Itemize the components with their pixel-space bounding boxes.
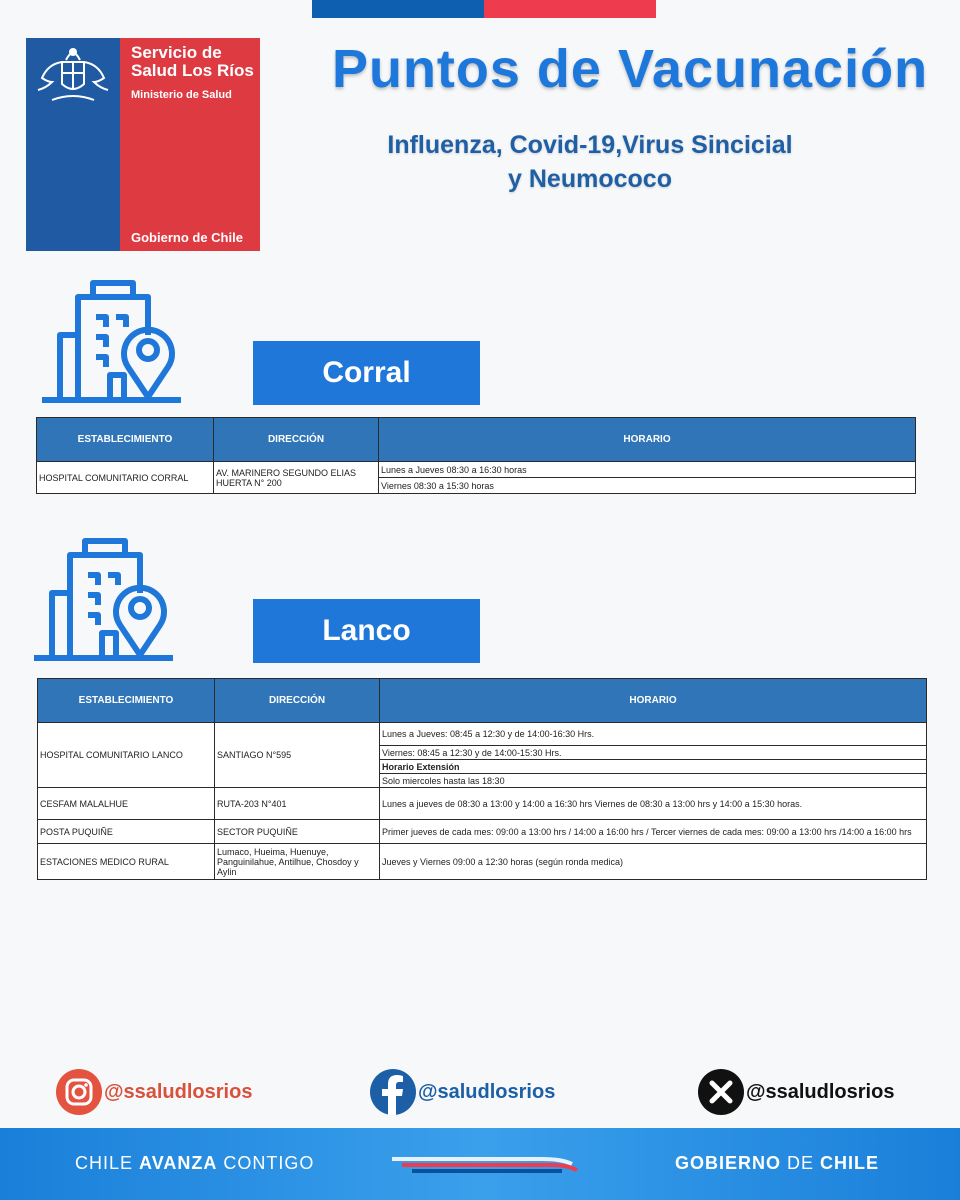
table-row [38, 723, 927, 746]
table-row [38, 788, 927, 820]
commune-banner-lanco: Lanco [253, 599, 480, 663]
government-name: Gobierno de Chile [131, 230, 243, 245]
facebook-handle: @saludlosrios [418, 1080, 556, 1103]
footer-bar [0, 1128, 960, 1200]
footer-slogan: CHILE AVANZA CONTIGO [75, 1153, 315, 1173]
cell-horario: Primer jueves de cada mes: 09:00 a 13:00 hrs / 14:00 a 16:00 hrs / Tercer viernes de cada mes: 09:00 a 13:00 hrs /14:00 a 16:00 hrs [380, 820, 927, 844]
table-row [37, 462, 916, 478]
page-subtitle: Influenza, Covid-19,Virus Sincicial y Neumococo [387, 131, 793, 193]
instagram-link[interactable] [56, 1062, 252, 1122]
table-row [38, 820, 927, 844]
x-handle: @ssaludlosrios [746, 1080, 895, 1103]
footer-government: GOBIERNO DE CHILE [675, 1153, 880, 1173]
cell-horario: Solo miercoles hasta las 18:30 [380, 774, 927, 788]
cell-establecimiento: ESTACIONES MEDICO RURAL [38, 844, 215, 880]
lanco-table [37, 678, 927, 880]
org-name: Servicio de Salud Los Ríos [131, 43, 254, 80]
building-location-icon [38, 275, 188, 405]
cell-horario: Viernes 08:30 a 15:30 horas [379, 478, 916, 494]
cell-establecimiento: CESFAM MALALHUE [38, 788, 215, 820]
facebook-link[interactable] [370, 1062, 555, 1122]
coat-of-arms-icon [32, 44, 114, 110]
page-title: Puntos de Vacunación [331, 39, 929, 99]
col-header-direccion: DIRECCIÓN [215, 679, 380, 723]
cell-direccion: SANTIAGO N°595 [215, 723, 380, 788]
x-icon [698, 1069, 744, 1115]
cell-horario: Lunes a jueves de 08:30 a 13:00 y 14:00 a 16:30 hrs Viernes de 08:30 a 13:00 hrs y 14:00 a 15:30 horas. [380, 788, 927, 820]
instagram-handle: @ssaludlosrios [104, 1080, 253, 1103]
cell-horario: Viernes: 08:45 a 12:30 y de 14:00-15:30 Hrs. [380, 746, 927, 760]
x-link[interactable] [698, 1062, 894, 1122]
cell-horario: Jueves y Viernes 09:00 a 12:30 horas (según ronda medica) [380, 844, 927, 880]
facebook-icon [370, 1069, 416, 1115]
ministry-name: Ministerio de Salud [131, 89, 232, 101]
building-location-icon [30, 533, 180, 663]
cell-direccion: AV. MARINERO SEGUNDO ELIAS HUERTA N° 200 [214, 462, 379, 494]
col-header-horario: HORARIO [380, 679, 927, 723]
commune-banner-corral: Corral [253, 341, 480, 405]
table-row [38, 844, 927, 880]
cell-direccion: SECTOR PUQUIÑE [215, 820, 380, 844]
cell-direccion: Lumaco, Hueima, Huenuye, Panguinilahue, Antilhue, Chosdoy y Aylin [215, 844, 380, 880]
flag-stripes-icon [392, 1153, 582, 1175]
ministry-logo [26, 38, 260, 251]
cell-direccion: RUTA-203 N°401 [215, 788, 380, 820]
col-header-establecimiento: ESTABLECIMIENTO [38, 679, 215, 723]
top-flag-stripe [312, 0, 656, 18]
cell-horario: Horario Extensión [380, 760, 927, 774]
cell-horario: Lunes a Jueves 08:30 a 16:30 horas [379, 462, 916, 478]
col-header-establecimiento: ESTABLECIMIENTO [37, 418, 214, 462]
instagram-icon [56, 1069, 102, 1115]
cell-establecimiento: HOSPITAL COMUNITARIO LANCO [38, 723, 215, 788]
cell-horario: Lunes a Jueves: 08:45 a 12:30 y de 14:00-16:30 Hrs. [380, 723, 927, 746]
corral-table [36, 417, 916, 494]
col-header-horario: HORARIO [379, 418, 916, 462]
cell-establecimiento: POSTA PUQUIÑE [38, 820, 215, 844]
col-header-direccion: DIRECCIÓN [214, 418, 379, 462]
cell-establecimiento: HOSPITAL COMUNITARIO CORRAL [37, 462, 214, 494]
